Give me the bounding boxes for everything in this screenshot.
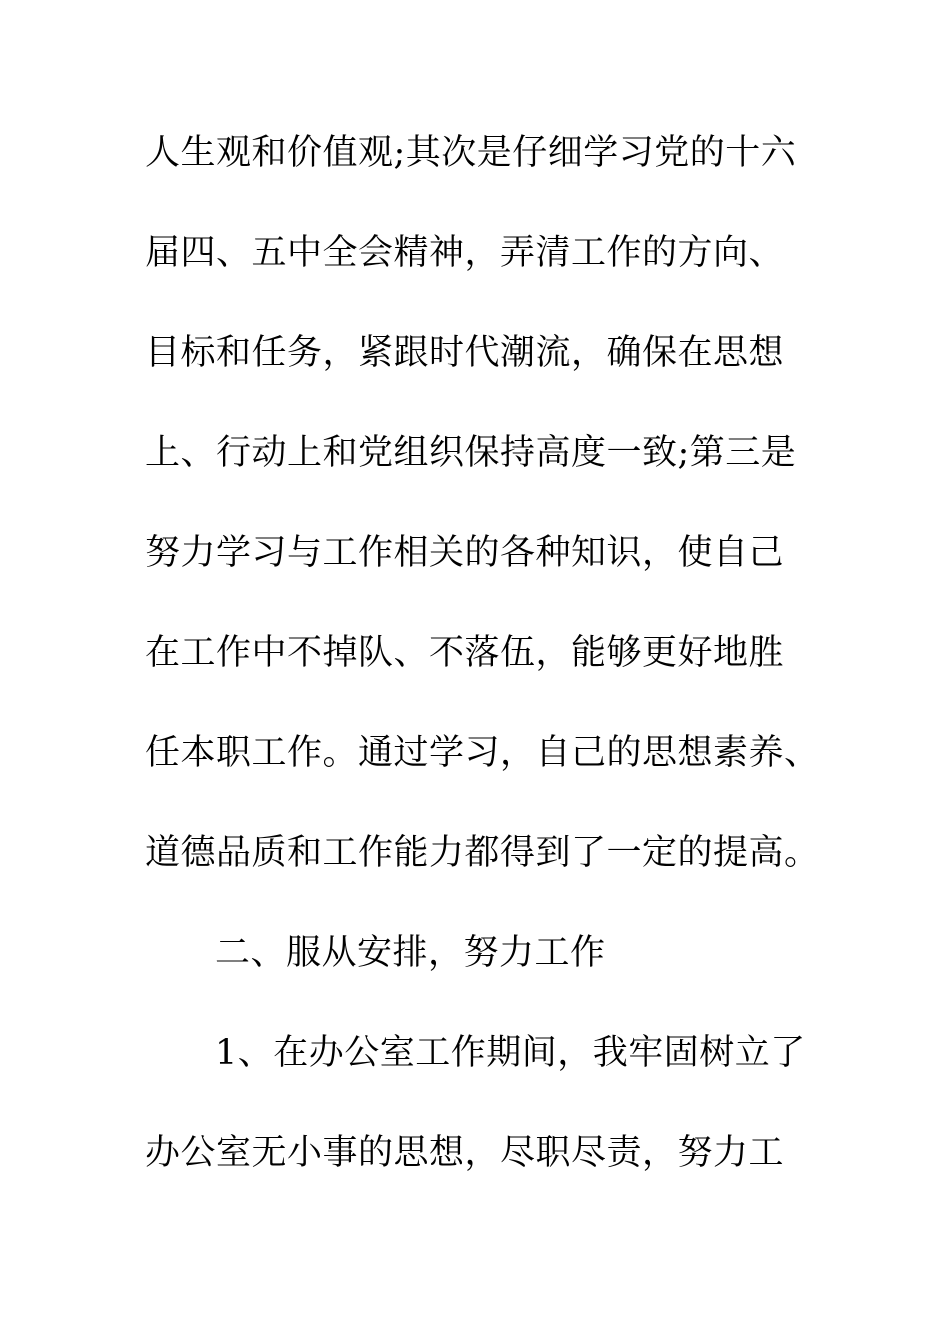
paragraph-line: 办公室无小事的思想，尽职尽责，努力工 [145, 1133, 785, 1173]
paragraph-line: 届四、五中全会精神，弄清工作的方向、 [145, 233, 785, 273]
document-body [145, 127, 825, 1227]
paragraph-line: 上、行动上和党组织保持高度一致;第三是 [145, 433, 797, 473]
paragraph-line: 努力学习与工作相关的各种知识，使自己 [145, 533, 785, 573]
paragraph-line: 任本职工作。通过学习，自己的思想素养、 [145, 733, 820, 773]
paragraph-line: 在工作中不掉队、不落伍，能够更好地胜 [145, 633, 785, 673]
paragraph-line: 目标和任务，紧跟时代潮流，确保在思想 [145, 333, 785, 373]
paragraph-line: 道德品质和工作能力都得到了一定的提高。 [145, 833, 820, 873]
section-heading: 二、服从安排，努力工作 [215, 933, 606, 973]
paragraph-line: 人生观和价值观;其次是仔细学习党的十六 [145, 133, 797, 173]
paragraph-line: 1、在办公室工作期间，我牢固树立了 [215, 1033, 806, 1073]
